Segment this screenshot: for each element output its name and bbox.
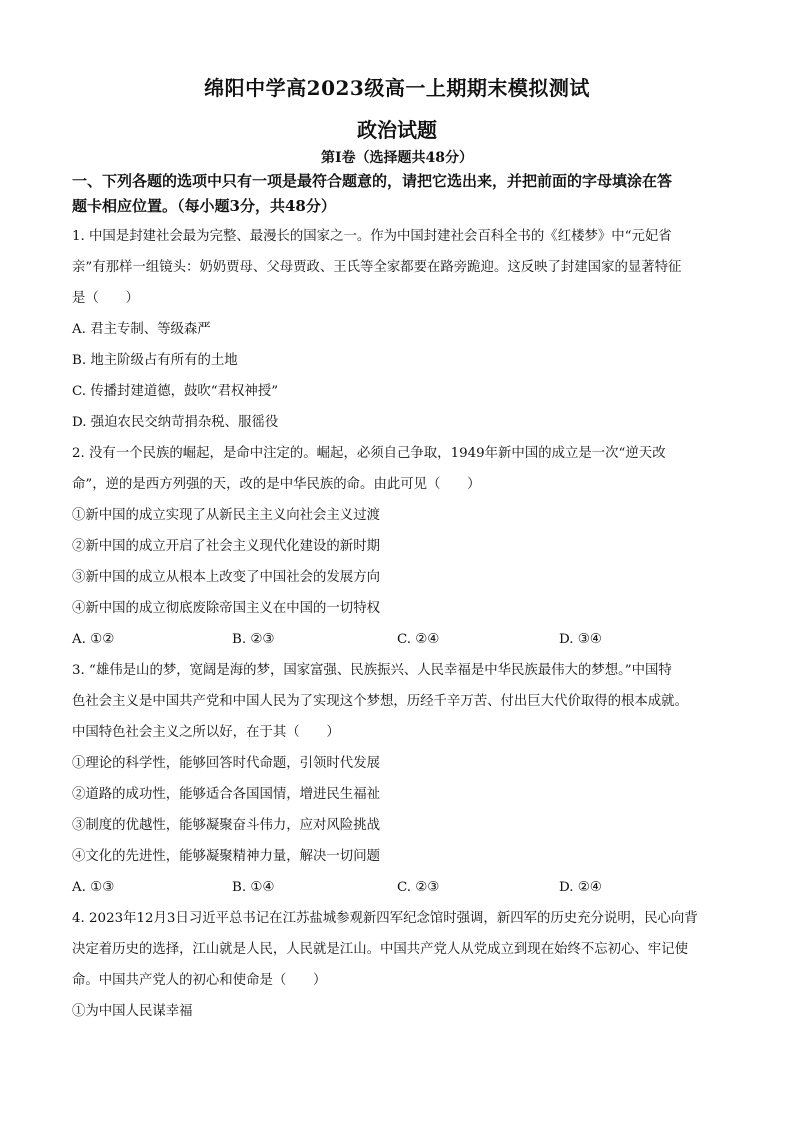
question-stem-line: 是（ ） [72,291,139,306]
question-stem-line: 2. 没有一个民族的崛起，是命中注定的。崛起，必须自己争取，1949年新中国的成立是一次“逆天改 [72,446,666,461]
answer-option-a: A. 君主专制、等级森严 [72,322,211,337]
statement-1: ①新中国的成立实现了从新民主主义向社会主义过渡 [72,508,380,523]
answer-option-c: C. ②④ [397,632,440,647]
question-stem-line: 色社会主义是中国共产党和中国人民为了实现这个梦想，历经千辛万苦、付出巨大代价取得的根本成就。 [72,694,688,709]
statement-3: ③制度的优越性，能够凝聚奋斗伟力，应对风险挑战 [72,818,380,833]
question-stem-line: 命”，逆的是西方列强的天，改的是中华民族的命。由此可见（ ） [72,477,481,492]
question-stem-line: 1. 中国是封建社会最为完整、最漫长的国家之一。作为中国封建社会百科全书的《红楼梦》中“元妃省 [72,229,672,244]
answer-option-d: D. 强迫农民交纳苛捐杂税、服徭役 [72,415,279,430]
answer-option-a: A. ①③ [72,880,115,895]
exam-title: 绵阳中学高2023级高一上期期末模拟测试 [204,76,590,100]
question-stem-line: 命。中国共产党人的初心和使命是（ ） [72,973,327,988]
answer-option-c: C. ②③ [397,880,440,895]
answer-choices-row [72,624,732,655]
question-stem-line: 决定着历史的选择，江山就是人民，人民就是江山。中国共产党人从党成立到现在始终不忘初心、牢记使 [72,942,688,957]
question-stem-line: 3. “雄伟是山的梦，宽阔是海的梦，国家富强、民族振兴、人民幸福是中华民族最伟大的梦想。”中国特 [72,663,672,678]
question-1 [72,221,732,438]
volume-heading: 第Ⅰ卷（选择题共48分） [320,150,474,166]
question-4 [72,903,732,1027]
statement-4: ④新中国的成立彻底废除帝国主义在中国的一切特权 [72,601,380,616]
question-2 [72,438,732,655]
question-3 [72,655,732,903]
exam-subject: 政治试题 [357,118,437,142]
question-stem-line: 中国特色社会主义之所以好，在于其（ ） [72,725,340,740]
answer-choices-row [72,872,732,903]
answer-option-b: B. ①④ [232,880,275,895]
statement-2: ②道路的成功性，能够适合各国国情，增进民生福祉 [72,787,380,802]
answer-option-d: D. ③④ [559,632,602,647]
answer-option-b: B. ②③ [232,632,275,647]
answer-option-d: D. ②④ [559,880,602,895]
section-instructions-line: 题卡相应位置。（每小题3分，共48分） [72,197,336,215]
question-stem-line: 亲”有那样一组镜头：奶奶贾母、父母贾政、王氏等全家都要在路旁跪迎。这反映了封建国家的显著特征 [72,260,682,275]
answer-option-a: A. ①② [72,632,115,647]
question-stem-line: 4. 2023年12月3日习近平总书记在江苏盐城参观新四军纪念馆时强调，新四军的历史充分说明，民心向背 [72,911,698,926]
statement-1: ①为中国人民谋幸福 [72,1004,193,1019]
question-list [72,221,732,1027]
answer-option-b: B. 地主阶级占有所有的土地 [72,353,238,368]
statement-3: ③新中国的成立从根本上改变了中国社会的发展方向 [72,570,380,585]
section-instructions-line: 一、下列各题的选项中只有一项是最符合题意的，请把它选出来，并把前面的字母填涂在答 [72,172,673,190]
statement-1: ①理论的科学性，能够回答时代命题，引领时代发展 [72,756,380,771]
statement-4: ④文化的先进性，能够凝聚精神力量，解决一切问题 [72,849,380,864]
answer-option-c: C. 传播封建道德，鼓吹“君权神授” [72,384,279,399]
section-instructions [72,169,732,219]
statement-2: ②新中国的成立开启了社会主义现代化建设的新时期 [72,539,380,554]
